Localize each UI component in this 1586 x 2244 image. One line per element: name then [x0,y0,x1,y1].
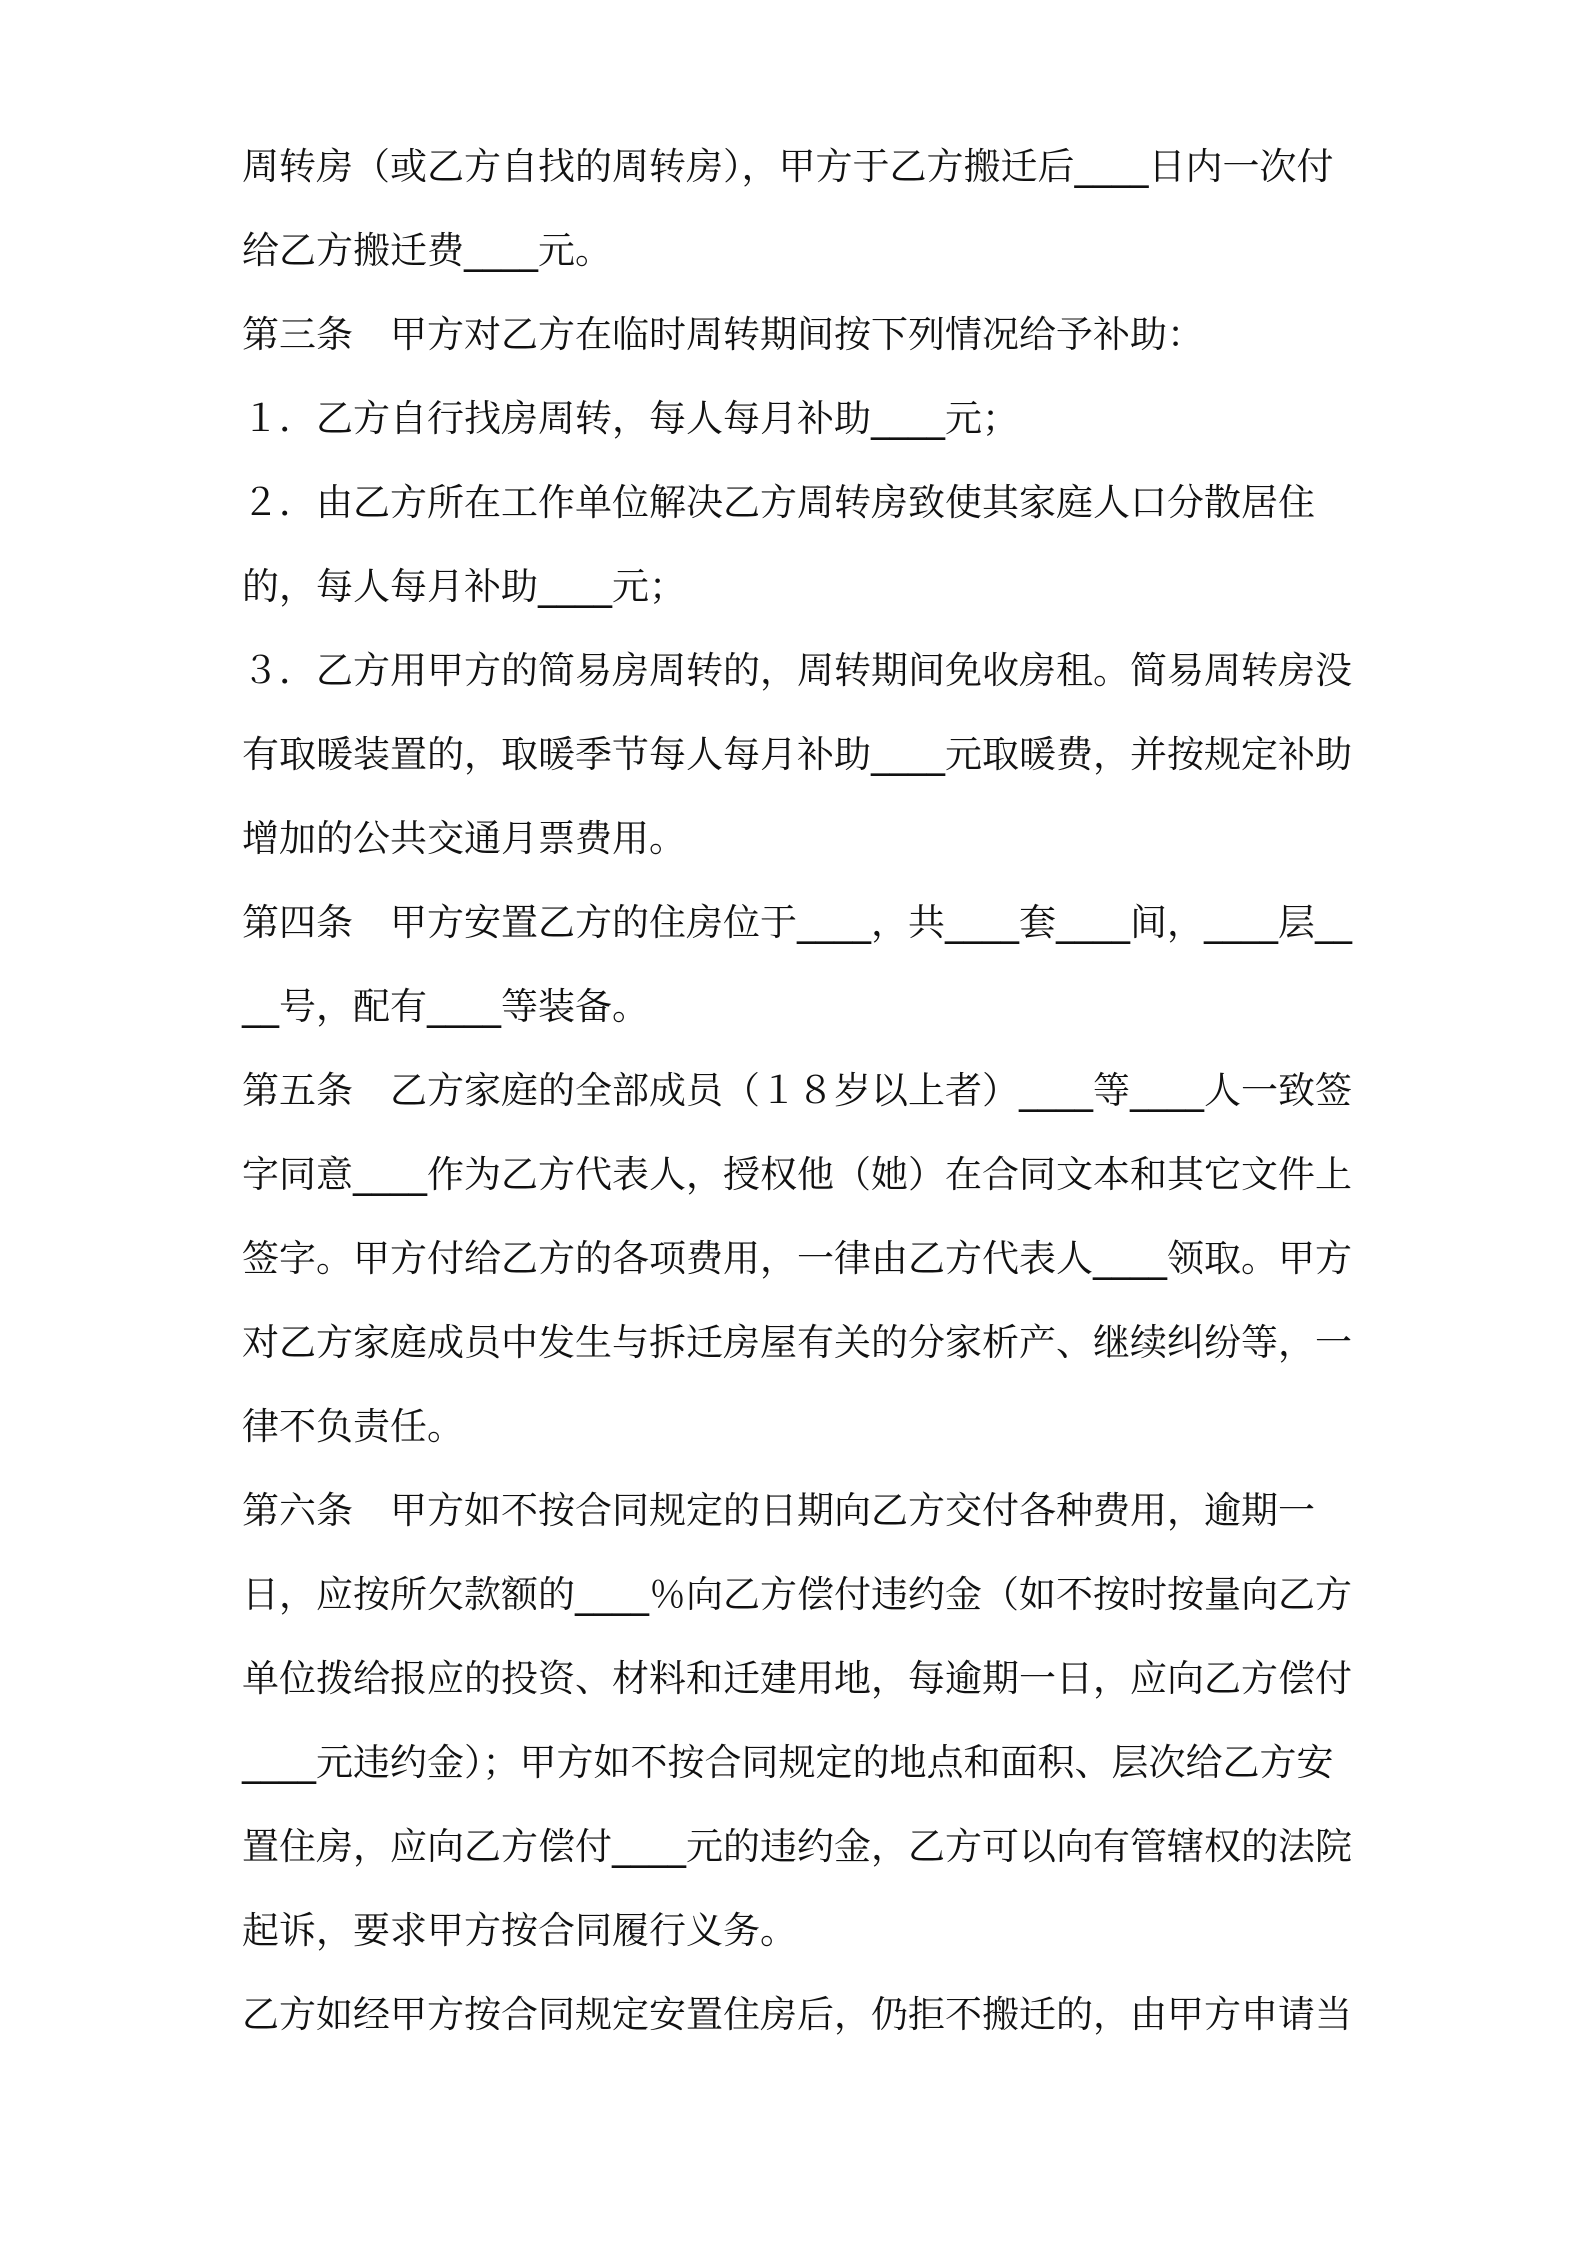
text-line: 起诉，要求甲方按合同履行义务。 [242,1909,797,1952]
text-line: ３．乙方用甲方的简易房周转的，周转期间免收房租。简易周转房没 [242,649,1352,692]
text-line: 签字。甲方付给乙方的各项费用，一律由乙方代表人____领取。甲方 [242,1237,1352,1280]
text-line: 对乙方家庭成员中发生与拆迁房屋有关的分家析产、继续纠纷等，一 [242,1321,1352,1364]
text-line: ２．由乙方所在工作单位解决乙方周转房致使其家庭人口分散居住 [242,481,1315,524]
document-body [242,125,1362,2057]
article-5-heading-line: 第五条 乙方家庭的全部成员（１８岁以上者）____等____人一致签 [242,1069,1352,1112]
text-line: 单位拨给报应的投资、材料和迁建用地，每逾期一日，应向乙方偿付 [242,1657,1352,1700]
text-line: 乙方如经甲方按合同规定安置住房后，仍拒不搬迁的，由甲方申请当 [242,1993,1352,2036]
article-4-heading-line: 第四条 甲方安置乙方的住房位于____，共____套____间，____层__ [242,901,1352,944]
text-line: 给乙方搬迁费____元。 [242,229,612,272]
text-line: 日，应按所欠款额的____％向乙方偿付违约金（如不按时按量向乙方 [242,1573,1352,1616]
text-line: 置住房，应向乙方偿付____元的违约金，乙方可以向有管辖权的法院 [242,1825,1352,1868]
text-line: ____元违约金）；甲方如不按合同规定的地点和面积、层次给乙方安 [242,1741,1334,1784]
text-line: 字同意____作为乙方代表人，授权他（她）在合同文本和其它文件上 [242,1153,1352,1196]
article-6-heading-line: 第六条 甲方如不按合同规定的日期向乙方交付各种费用，逾期一 [242,1489,1315,1532]
text-line: １．乙方自行找房周转，每人每月补助____元； [242,397,1019,440]
text-line: 律不负责任。 [242,1405,464,1448]
text-line: 周转房（或乙方自找的周转房），甲方于乙方搬迁后____日内一次付 [242,145,1334,188]
text-line: 增加的公共交通月票费用。 [242,817,686,860]
article-3-heading-line: 第三条 甲方对乙方在临时周转期间按下列情况给予补助： [242,313,1204,356]
text-line: __号，配有____等装备。 [242,985,649,1028]
text-line: 有取暖装置的，取暖季节每人每月补助____元取暖费，并按规定补助 [242,733,1352,776]
text-line: 的，每人每月补助____元； [242,565,686,608]
